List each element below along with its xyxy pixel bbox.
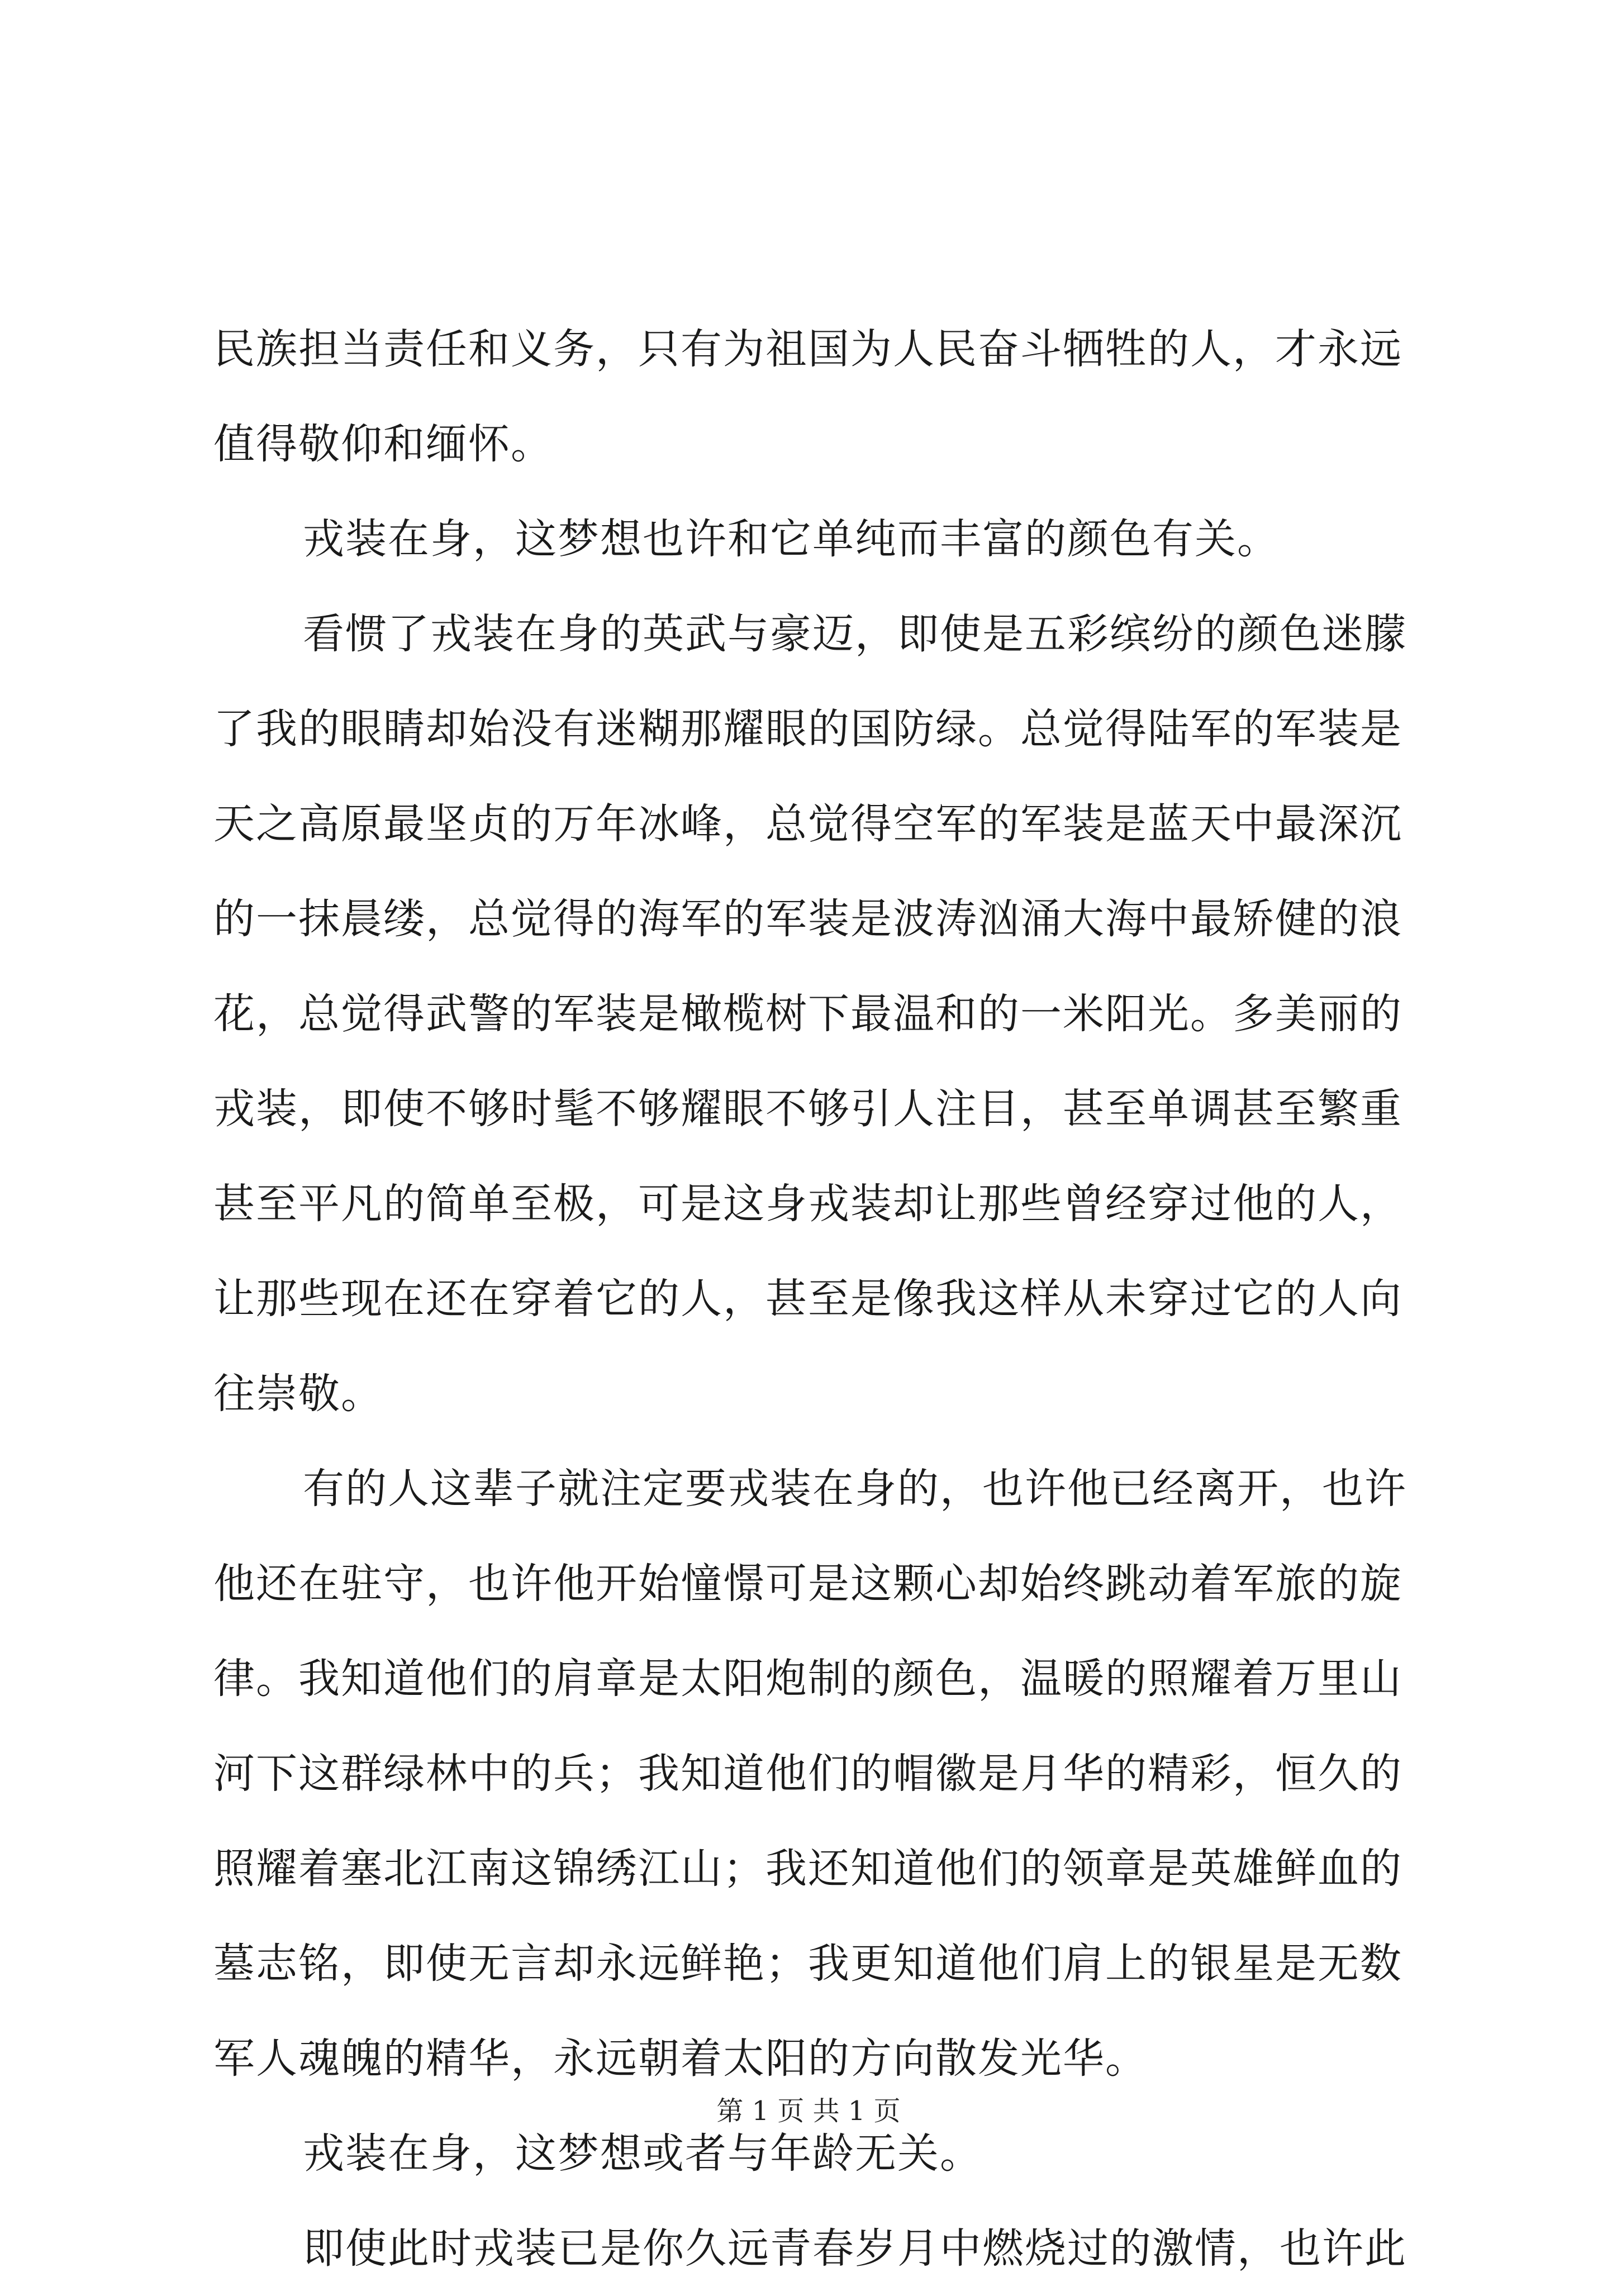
text-line: 律。我知道他们的肩章是太阳炮制的颜色，温暖的照耀着万里山 bbox=[213, 1655, 1402, 1703]
paragraph-start-line: 戎装在身，这梦想或者与年龄无关。 bbox=[303, 2130, 982, 2178]
text-line: 了我的眼睛却始没有迷糊那耀眼的国防绿。总觉得陆军的军装是 bbox=[213, 705, 1402, 753]
text-line: 往崇敬。 bbox=[213, 1370, 383, 1418]
paragraph-start-line: 即使此时戎装已是你久远青春岁月中燃烧过的激情，也许此 bbox=[303, 2224, 1407, 2273]
text-line: 天之高原最坚贞的万年冰峰，总觉得空军的军装是蓝天中最深沉 bbox=[213, 800, 1402, 848]
text-line: 的一抹晨缕，总觉得的海军的军装是波涛汹涌大海中最矫健的浪 bbox=[213, 895, 1402, 943]
text-line: 他还在驻守，也许他开始憧憬可是这颗心却始终跳动着军旅的旋 bbox=[213, 1560, 1402, 1608]
text-line: 戎装，即使不够时髦不够耀眼不够引人注目，甚至单调甚至繁重 bbox=[213, 1085, 1402, 1133]
text-line: 民族担当责任和义务，只有为祖国为人民奋斗牺牲的人，才永远 bbox=[213, 325, 1402, 373]
text-line: 墓志铭，即使无言却永远鲜艳；我更知道他们肩上的银星是无数 bbox=[213, 1940, 1402, 1988]
text-line: 军人魂魄的精华，永远朝着太阳的方向散发光华。 bbox=[213, 2035, 1148, 2083]
text-line: 让那些现在还在穿着它的人，甚至是像我这样从未穿过它的人向 bbox=[213, 1275, 1402, 1323]
paragraph-start-line: 看惯了戎装在身的英武与豪迈，即使是五彩缤纷的颜色迷朦 bbox=[303, 610, 1407, 658]
text-line: 花，总觉得武警的军装是橄榄树下最温和的一米阳光。多美丽的 bbox=[213, 990, 1402, 1038]
text-line: 值得敬仰和缅怀。 bbox=[213, 420, 553, 468]
text-line: 甚至平凡的简单至极，可是这身戎装却让那些曾经穿过他的人， bbox=[213, 1180, 1402, 1228]
paragraph-start-line: 有的人这辈子就注定要戎装在身的，也许他已经离开，也许 bbox=[303, 1465, 1407, 1513]
page-number-footer: 第 1 页 共 1 页 bbox=[716, 2095, 901, 2127]
paragraph-start-line: 戎装在身，这梦想也许和它单纯而丰富的颜色有关。 bbox=[303, 515, 1280, 563]
text-line: 照耀着塞北江南这锦绣江山；我还知道他们的领章是英雄鲜血的 bbox=[213, 1845, 1402, 1893]
text-line: 河下这群绿林中的兵；我知道他们的帽徽是月华的精彩，恒久的 bbox=[213, 1750, 1402, 1798]
